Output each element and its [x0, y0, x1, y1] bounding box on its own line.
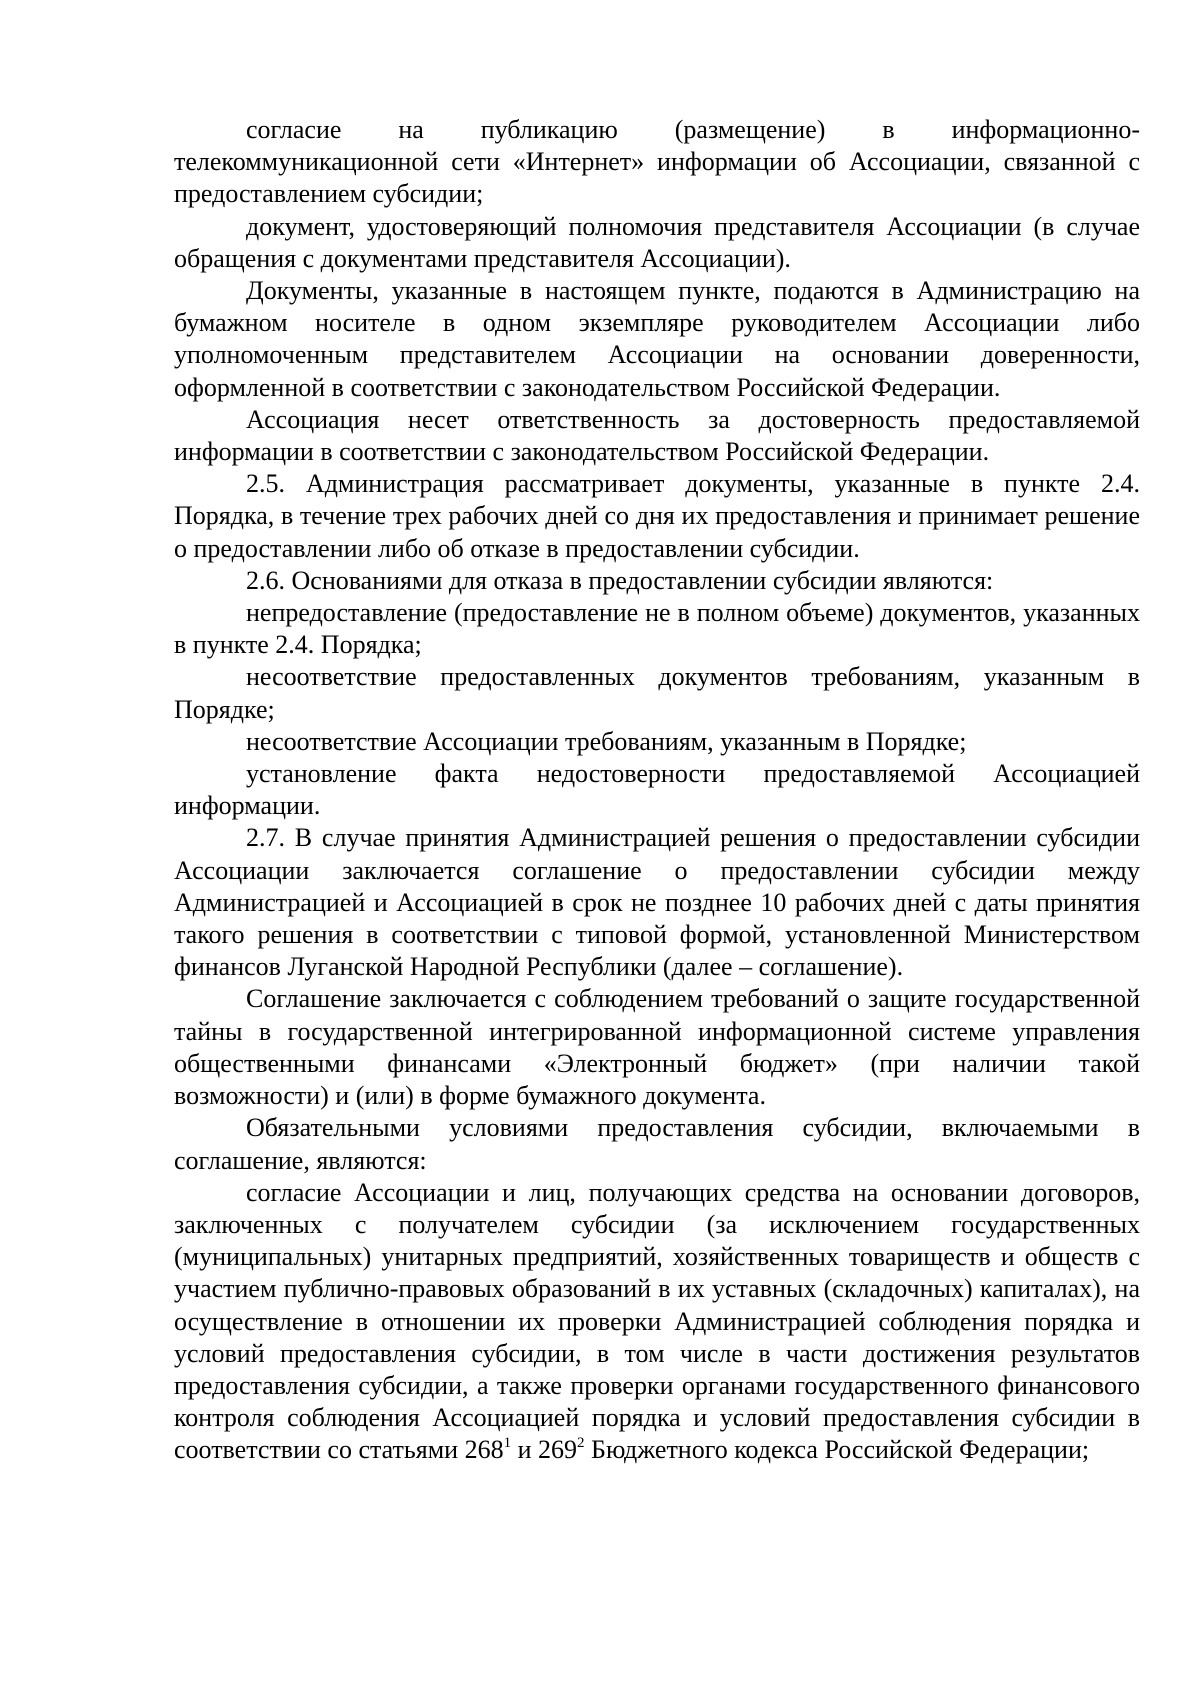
inspection-text-start: согласие Ассоциации и лиц, получающих средства на основании договоров, заключенных с получателем субсидии (за исключением государственных (муниципальных) унитарных предприятий, хозяйственных товариществ и обществ с участием публично-правовых образований в их уставных (складочных) капиталах), на осуществление в отношении их проверки Администрацией соблюдения порядка и условий предоставления субсидии, в том числе в части достижения результатов предоставления субсидии, а также проверки органами государственного финансового контроля соблюдения Ассоциацией порядка и условий предоставления субсидии в соответствии со статьями 268	[174, 1177, 1140, 1465]
paragraph-refusal-reason-2: несоответствие предоставленных документов требованиям, указанным в Порядке;	[174, 662, 1140, 724]
paragraph-authority-document: документ, удостоверяющий полномочия представителя Ассоциации (в случае обращения с документами представителя Ассоциации).	[174, 211, 1140, 273]
paragraph-section-2-6: 2.6. Основаниями для отказа в предоставлении субсидии являются:	[246, 565, 994, 595]
article-superscript-1: 1	[503, 1435, 512, 1452]
paragraph-responsibility: Ассоциация несет ответственность за достоверность предоставляемой информации в соответствии с законодательством Российской Федерации.	[174, 404, 1140, 467]
inspection-text-middle: и 269	[511, 1435, 578, 1465]
paragraph-mandatory-conditions: Обязательными условиями предоставления субсидии, включаемыми в соглашение, являются:	[174, 1113, 1140, 1175]
paragraph-section-2-5: 2.5. Администрация рассматривает документы, указанные в пункте 2.4. Порядка, в течение трех рабочих дней со дня их предоставления и принимает решение о предоставлении либо об отказе в предоставлении субсидии.	[174, 469, 1140, 563]
paragraph-documents-submission: Документы, указанные в настоящем пункте, подаются в Администрацию на бумажном носителе в одном экземпляре руководителем Ассоциации либо уполномоченным представителем Ассоциации на основании доверенности, оформленной в соответствии с законодательством Российской Федерации.	[174, 276, 1140, 402]
paragraph-agreement-conclusion: Соглашение заключается с соблюдением требований о защите государственной тайны в государственной интегрированной информационной системе управления общественными финансами «Электронный бюджет» (при наличии такой возможности) и (или) в форме бумажного документа.	[174, 984, 1140, 1111]
article-superscript-2: 2	[577, 1435, 585, 1452]
paragraph-section-2-7: 2.7. В случае принятия Администрацией решения о предоставлении субсидии Ассоциации заключается соглашение о предоставлении субсидии между Администрацией и Ассоциацией в срок не позднее 10 рабочих дней с даты принятия такого решения в соответствии с типовой формой, установленной Министерством финансов Луганской Народной Республики (далее – соглашение).	[174, 823, 1140, 982]
inspection-text-end: Бюджетного кодекса Российской Федерации;	[584, 1435, 1090, 1465]
paragraph-consent-publication: согласие на публикацию (размещение) в информационно-телекоммуникационной сети «Интернет» информации об Ассоциации, связанной с предоставлением субсидии;	[174, 115, 1140, 209]
paragraph-refusal-reason-4: установление факта недостоверности предоставляемой Ассоциацией информации.	[174, 759, 1140, 821]
paragraph-refusal-reason-3: несоответствие Ассоциации требованиям, указанным в Порядке;	[246, 726, 967, 756]
document-body	[174, 114, 1140, 1467]
paragraph-refusal-reason-1: непредоставление (предоставление не в полном объеме) документов, указанных в пункте 2.4. Порядка;	[174, 598, 1140, 660]
paragraph-consent-inspection	[174, 1177, 1140, 1467]
